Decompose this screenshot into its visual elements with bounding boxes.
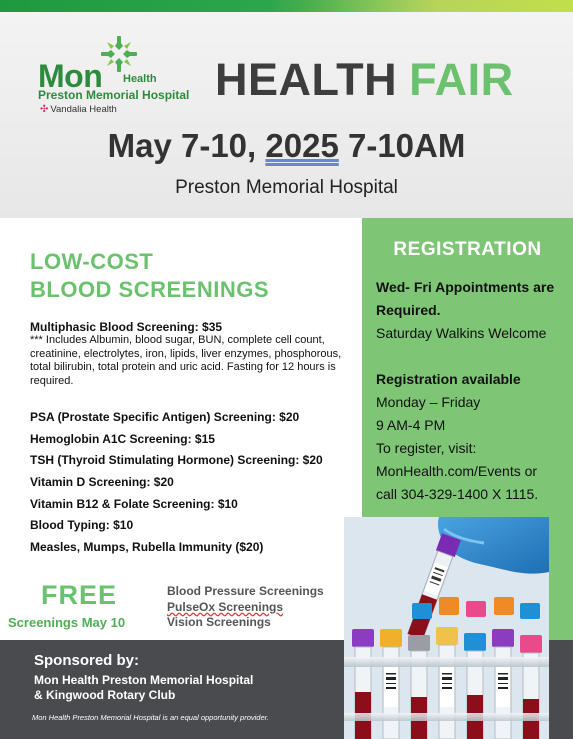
free-screenings-list xyxy=(167,584,324,631)
date-time: 7-10AM xyxy=(347,127,466,164)
free-item xyxy=(167,600,324,616)
page-title xyxy=(215,54,514,106)
mon-health-star-logo-icon xyxy=(99,34,139,74)
register-website: MonHealth.com/Events or xyxy=(376,463,538,479)
screening-item: PSA (Prostate Specific Antigen) Screening: $20 xyxy=(30,410,300,424)
screening-item: Vitamin B12 & Folate Screening: $10 xyxy=(30,496,238,511)
date-year: 2025 xyxy=(265,127,339,164)
title-health: HEALTH xyxy=(215,54,398,105)
free-item: Vision Screenings xyxy=(167,615,271,630)
registration-days: Monday – Friday xyxy=(376,394,481,410)
low-cost-line-1: LOW-COST xyxy=(30,249,154,274)
vandalia-logo-icon: ✣ xyxy=(40,104,49,115)
screening-item: TSH (Thyroid Stimulating Hormone) Screening: $20 xyxy=(30,453,323,468)
screening-item: Hemoglobin A1C Screening: $15 xyxy=(30,431,215,446)
low-cost-heading xyxy=(30,248,269,304)
header-band xyxy=(0,0,573,218)
screening-list xyxy=(30,410,360,562)
register-visit: To register, visit: xyxy=(376,440,477,456)
registration-available: Registration available xyxy=(376,371,521,387)
register-phone: call 304-329-1400 X 1115. xyxy=(376,486,539,502)
vandalia-affiliation xyxy=(40,104,117,115)
event-venue: Preston Memorial Hospital xyxy=(175,177,398,198)
sponsor-1: Mon Health Preston Memorial Hospital xyxy=(34,673,254,687)
date-days: May 7-10, xyxy=(107,127,257,164)
free-item-text: PulseOx Screenings xyxy=(167,599,284,614)
event-date xyxy=(0,127,573,165)
registration-hours: 9 AM-4 PM xyxy=(376,417,446,433)
blood-sample-tubes-photo xyxy=(344,517,549,739)
logo-mon-text: Mon xyxy=(38,58,103,94)
vandalia-label: Vandalia Health xyxy=(50,104,117,115)
free-heading: FREE xyxy=(41,580,118,610)
logo-hospital-name: Preston Memorial Hospital xyxy=(38,88,190,102)
low-cost-line-2: BLOOD SCREENINGS xyxy=(30,277,270,302)
top-stripe-highlight xyxy=(270,0,573,12)
screening-item: Blood Typing: $10 xyxy=(30,518,134,533)
multiphasic-note: *** Includes Albumin, blood sugar, BUN, complete cell count, creatinine, electrolytes, iron, lipids, liver enzymes, phosphorous, total bilirubin, total protein and uric acid. Fasting for 12 hours is required. xyxy=(30,334,342,387)
walkins-welcome: Saturday Walkins Welcome xyxy=(376,325,547,341)
equal-opportunity-note: Mon Health Preston Memorial Hospital is an equal opportunity provider. xyxy=(32,713,269,722)
title-fair: FAIR xyxy=(409,54,514,105)
multiphasic-screening: Multiphasic Blood Screening: $35 xyxy=(30,320,223,334)
sponsor-2: & Kingwood Rotary Club xyxy=(34,688,176,702)
logo-health-text: Health xyxy=(123,73,157,85)
appointments-required: Wed- Fri Appointments are Required. xyxy=(376,279,555,318)
screening-item: Vitamin D Screening: $20 xyxy=(30,475,174,490)
blood-tubes-illustration xyxy=(344,517,549,739)
screening-item: Measles, Mumps, Rubella Immunity ($20) xyxy=(30,540,264,555)
free-subtitle: Screenings May 10 xyxy=(8,615,126,630)
registration-title: REGISTRATION xyxy=(393,239,542,260)
registration-details xyxy=(376,276,571,506)
free-item: Blood Pressure Screenings xyxy=(167,584,324,598)
sponsored-by-heading: Sponsored by: xyxy=(34,652,140,669)
spacer xyxy=(376,345,571,368)
